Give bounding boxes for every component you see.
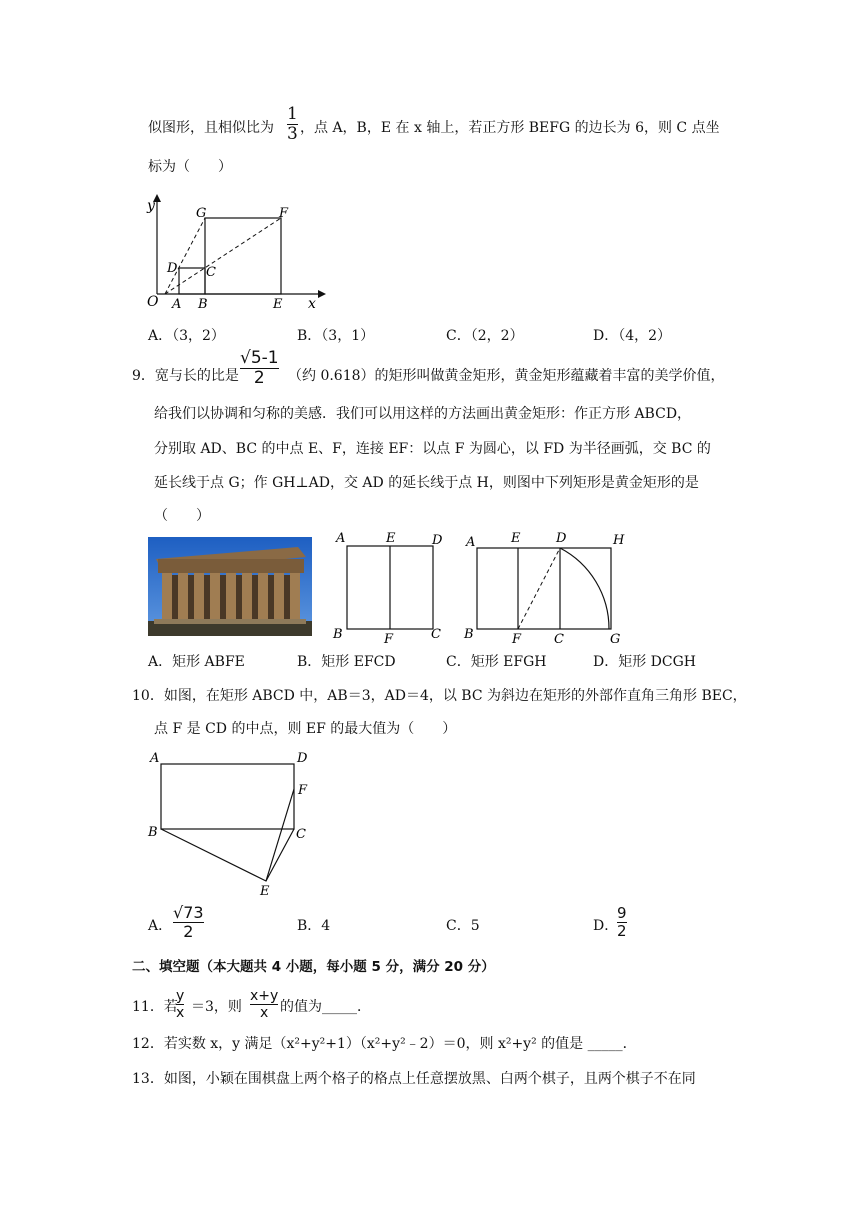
label-c: C [554, 632, 564, 646]
dashed-fd [518, 548, 560, 629]
q9-option-d: D．矩形 DCGH [593, 654, 697, 670]
label-h: H [613, 533, 625, 548]
label-b: B [198, 297, 208, 312]
q11-fraction-1 [176, 989, 184, 1020]
q9-golden-den: 2 [253, 368, 265, 388]
q11-f2-den: x [260, 1005, 269, 1021]
label-b: B [464, 627, 474, 642]
label-f: F [512, 632, 522, 646]
q10-figure [140, 746, 320, 898]
label-x: x [308, 296, 316, 312]
label-o: O [147, 294, 159, 310]
dashed-of [165, 218, 281, 294]
parthenon-photo [148, 537, 312, 636]
q8-figure [140, 192, 330, 312]
q11-f1-den: x [176, 1005, 185, 1021]
arc-dg [560, 548, 609, 629]
label-y: y [147, 198, 155, 214]
q8-option-c: C．（2，2） [446, 328, 524, 344]
q8-line1-a: 似图形，且相似比为 [148, 120, 274, 136]
q13-text: 13．如图，小颖在围棋盘上两个格子的格点上任意摆放黑、白两个棋子，且两个棋子不在同 [132, 1071, 696, 1087]
q9-option-c: C．矩形 EFGH [446, 654, 547, 670]
label-e: E [273, 297, 283, 312]
q8-line1-b: ，点 A，B，E 在 x 轴上，若正方形 BEFG 的边长为 6，则 C 点坐 [300, 120, 720, 136]
label-f: F [298, 783, 308, 798]
q8-option-b: B．（3，1） [297, 328, 375, 344]
q10-option-c: C．5 [446, 918, 480, 934]
q9-option-b: B．矩形 EFCD [297, 654, 396, 670]
q12-text: 12．若实数 x，y 满足（x²+y²+1）（x²+y²﹣2）＝0，则 x²+y² 的值是 _____． [132, 1036, 637, 1052]
q9-line4: 延长线于点 G；作 GH⊥AD，交 AD 的延长线于点 H，则图中下列矩形是黄金矩形的是 [154, 475, 699, 491]
q9-golden-num: √5-1 [240, 348, 279, 368]
label-b: B [333, 627, 343, 642]
x-axis-arrow [318, 290, 326, 298]
label-a: A [336, 531, 346, 546]
q10-option-a-prefix: A． [148, 918, 173, 934]
label-g: G [610, 632, 621, 646]
q10-option-a-num: √73 [173, 903, 204, 922]
label-f: F [279, 206, 289, 221]
q10-line2: 点 F 是 CD 的中点，则 EF 的最大值为（ ） [154, 721, 457, 737]
q8-ratio-fraction [287, 106, 298, 143]
q10-option-d-fraction [617, 906, 627, 939]
q11-prefix: 11．若 [132, 999, 178, 1015]
q11-mid: ＝3，则 [191, 999, 242, 1015]
segment-ef [266, 789, 294, 881]
q10-option-d-den: 2 [617, 922, 627, 940]
label-d: D [297, 751, 308, 766]
q10-option-a-den: 2 [183, 922, 194, 941]
label-g: G [196, 206, 207, 221]
label-c: C [431, 627, 441, 642]
q11-f1-num: y [176, 988, 185, 1004]
q10-option-a-fraction [173, 905, 204, 940]
label-f: F [384, 632, 394, 646]
label-e: E [386, 531, 396, 546]
q9-line3: 分别取 AD、BC 的中点 E、F，连接 EF：以点 F 为圆心，以 FD 为半径画弧，交 BC 的 [154, 441, 711, 457]
label-b: B [148, 825, 158, 840]
label-d: D [556, 531, 567, 546]
q10-option-b: B．4 [297, 918, 331, 934]
q11-f2-num: x+y [250, 988, 279, 1004]
q8-ratio-den: 3 [287, 124, 298, 144]
label-d: D [167, 261, 178, 276]
q9-square-figure [328, 526, 452, 646]
q8-option-a: A．（3，2） [148, 328, 225, 344]
q10-line1: 10．如图，在矩形 ABCD 中，AB＝3，AD＝4，以 BC 为斜边在矩形的外部作直角三角形 BEC， [132, 688, 747, 704]
q11-fraction-2 [250, 989, 278, 1020]
q9-line5: （ ） [154, 508, 210, 524]
label-d: D [432, 533, 443, 548]
label-a: A [150, 751, 160, 766]
q10-option-d-prefix: D． [593, 918, 619, 934]
q11-suffix: 的值为_____． [280, 999, 371, 1015]
q9-line1-a: 9．宽与长的比是 [132, 368, 239, 384]
section2-heading: 二、填空题（本大题共 4 小题，每小题 5 分，满分 20 分） [132, 959, 495, 975]
label-c: C [296, 827, 306, 842]
label-a: A [172, 297, 182, 312]
label-c: C [206, 265, 216, 280]
label-a: A [466, 535, 476, 550]
q8-ratio-num: 1 [287, 104, 298, 124]
label-e: E [260, 884, 270, 898]
q9-option-a: A．矩形 ABFE [148, 654, 245, 670]
q9-golden-figure [460, 526, 640, 646]
label-e: E [511, 531, 521, 546]
rectangle-abgh [477, 548, 611, 629]
parthenon-image [148, 537, 312, 636]
rectangle-abcd [161, 764, 294, 829]
q8-option-d: D．（4，2） [593, 328, 672, 344]
q9-golden-fraction [240, 350, 279, 387]
q9-line2: 给我们以协调和匀称的美感．我们可以用这样的方法画出黄金矩形：作正方形 ABCD， [154, 406, 692, 422]
q8-line2: 标为（ ） [148, 159, 232, 175]
q10-option-d-num: 9 [617, 904, 627, 922]
square-abcd [179, 268, 205, 294]
dashed-og [165, 218, 205, 294]
square-befg [205, 218, 281, 294]
q9-line1-b: （约 0.618）的矩形叫做黄金矩形，黄金矩形蕴藏着丰富的美学价值， [288, 368, 725, 384]
